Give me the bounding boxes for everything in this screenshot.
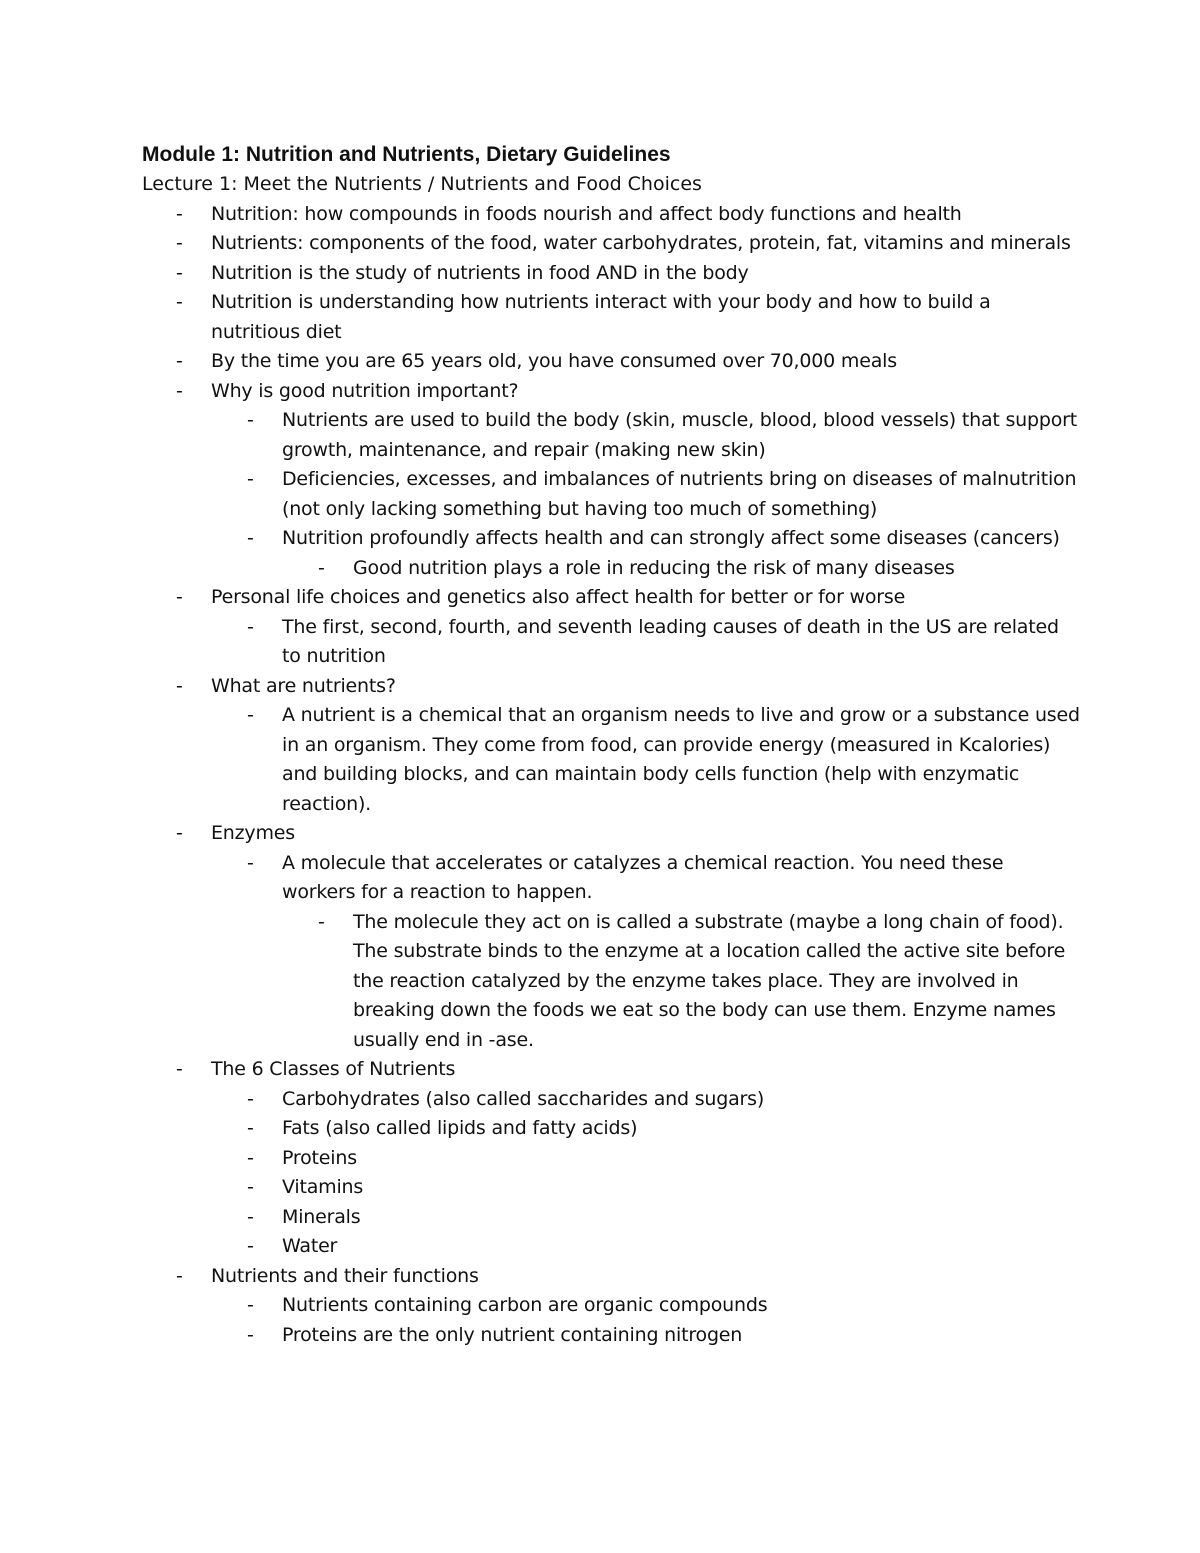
bullet-dash: - bbox=[247, 704, 254, 726]
list-item-text: Good nutrition plays a role in reducing the risk of many diseases bbox=[353, 556, 955, 579]
list-item bbox=[142, 1085, 1082, 1115]
list-item bbox=[142, 613, 1082, 672]
document-page bbox=[142, 140, 1082, 1350]
bullet-dash: - bbox=[176, 202, 183, 225]
list-item bbox=[142, 1262, 1082, 1292]
list-item bbox=[142, 347, 1082, 377]
list-item bbox=[142, 583, 1082, 613]
bullet-dash: - bbox=[247, 468, 254, 490]
list-item bbox=[142, 259, 1082, 289]
list-item bbox=[142, 819, 1082, 849]
list-item-text: A molecule that accelerates or catalyzes a chemical reaction. You need these workers for a reaction to happen. bbox=[282, 851, 1004, 903]
bullet-dash: - bbox=[176, 350, 183, 372]
list-item-text: Nutrition is understanding how nutrients interact with your body and how to build a nutritious diet bbox=[211, 291, 991, 343]
bullet-dash: - bbox=[247, 1294, 254, 1316]
lecture-title: Lecture 1: Meet the Nutrients / Nutrients and Food Choices bbox=[142, 173, 702, 195]
list-item-text: Nutrients: components of the food, water carbohydrates, protein, fat, vitamins and minerals bbox=[211, 232, 1071, 254]
list-item-text: Nutrition is the study of nutrients in food AND in the body bbox=[211, 261, 749, 284]
bullet-dash: - bbox=[247, 1323, 254, 1346]
list-item bbox=[142, 1291, 1082, 1321]
list-item-text: The 6 Classes of Nutrients bbox=[211, 1058, 456, 1080]
bullet-dash: - bbox=[176, 232, 183, 254]
list-item bbox=[142, 288, 1082, 347]
list-item bbox=[142, 701, 1082, 819]
bullet-dash: - bbox=[247, 615, 254, 638]
bullet-dash: - bbox=[247, 527, 254, 549]
list-item bbox=[142, 1055, 1082, 1085]
list-item-text: Fats (also called lipids and fatty acids) bbox=[282, 1117, 638, 1139]
list-item bbox=[142, 554, 1082, 584]
bullet-dash: - bbox=[176, 291, 183, 313]
list-item bbox=[142, 524, 1082, 554]
bullet-dash: - bbox=[247, 409, 254, 431]
list-item-text: Nutrients are used to build the body (skin, muscle, blood, blood vessels) that support growth, maintenance, and repair (making new skin) bbox=[282, 409, 1078, 461]
list-item-text: Water bbox=[282, 1235, 338, 1257]
bullet-dash: - bbox=[176, 1058, 183, 1080]
list-item bbox=[142, 1203, 1082, 1233]
list-item bbox=[142, 672, 1082, 702]
list-item bbox=[142, 849, 1082, 908]
list-item bbox=[142, 908, 1082, 1056]
bullet-dash: - bbox=[247, 1235, 254, 1257]
list-item-text: The first, second, fourth, and seventh leading causes of death in the US are related to nutrition bbox=[282, 615, 1059, 667]
list-item-text: What are nutrients? bbox=[211, 674, 396, 697]
bullet-dash: - bbox=[247, 1087, 254, 1110]
list-item bbox=[142, 1144, 1082, 1174]
list-item-text: By the time you are 65 years old, you have consumed over 70,000 meals bbox=[211, 350, 897, 372]
bullet-dash: - bbox=[176, 261, 183, 284]
list-item-text: Why is good nutrition important? bbox=[211, 379, 519, 402]
list-item bbox=[142, 406, 1082, 465]
list-item bbox=[142, 200, 1082, 230]
list-item-text: Minerals bbox=[282, 1205, 361, 1228]
bullet-dash: - bbox=[176, 586, 183, 608]
bullet-list bbox=[142, 200, 1082, 1351]
list-item-text: Proteins bbox=[282, 1146, 357, 1169]
list-item-text: Vitamins bbox=[282, 1176, 364, 1198]
bullet-dash: - bbox=[176, 674, 183, 697]
list-item bbox=[142, 1321, 1082, 1351]
list-item-text: Carbohydrates (also called saccharides and sugars) bbox=[282, 1087, 765, 1110]
list-item-text: A nutrient is a chemical that an organism needs to live and grow or a substance used in an organism. They come from food, can provide energy (measured in Kcalories) and building blocks, and can maintain body cells function (help with enzymatic reaction). bbox=[282, 704, 1080, 815]
list-item-text: Nutrition: how compounds in foods nourish and affect body functions and health bbox=[211, 202, 962, 225]
list-item bbox=[142, 1173, 1082, 1203]
bullet-dash: - bbox=[176, 822, 183, 844]
bullet-dash: - bbox=[247, 1146, 254, 1169]
bullet-dash: - bbox=[247, 851, 254, 874]
list-item-text: Deficiencies, excesses, and imbalances of nutrients bring on diseases of malnutrition (not only lacking something but having too much of something) bbox=[282, 468, 1077, 520]
bullet-dash: - bbox=[176, 1264, 183, 1287]
list-item-text: Nutrition profoundly affects health and can strongly affect some diseases (cancers) bbox=[282, 527, 1060, 549]
list-item bbox=[142, 1114, 1082, 1144]
bullet-dash: - bbox=[247, 1117, 254, 1139]
document-title: Module 1: Nutrition and Nutrients, Dietary Guidelines bbox=[142, 143, 671, 166]
list-item bbox=[142, 377, 1082, 407]
list-item bbox=[142, 465, 1082, 524]
list-item-text: Proteins are the only nutrient containing nitrogen bbox=[282, 1323, 743, 1346]
list-item-text: Nutrients and their functions bbox=[211, 1264, 479, 1287]
list-item-text: The molecule they act on is called a substrate (maybe a long chain of food). The substrate binds to the enzyme at a location called the active site before the reaction catalyzed by the enzyme takes place. They are involved in breaking down the foods we eat so the body can use them. Enzyme names usually end in -ase. bbox=[353, 910, 1066, 1051]
list-item bbox=[142, 229, 1082, 259]
bullet-dash: - bbox=[247, 1176, 254, 1198]
list-item-text: Personal life choices and genetics also affect health for better or for worse bbox=[211, 586, 906, 608]
bullet-dash: - bbox=[176, 379, 183, 402]
bullet-dash: - bbox=[318, 910, 325, 933]
bullet-dash: - bbox=[318, 556, 325, 579]
list-item-text: Enzymes bbox=[211, 822, 295, 844]
list-item-text: Nutrients containing carbon are organic compounds bbox=[282, 1294, 768, 1316]
bullet-dash: - bbox=[247, 1205, 254, 1228]
list-item bbox=[142, 1232, 1082, 1262]
